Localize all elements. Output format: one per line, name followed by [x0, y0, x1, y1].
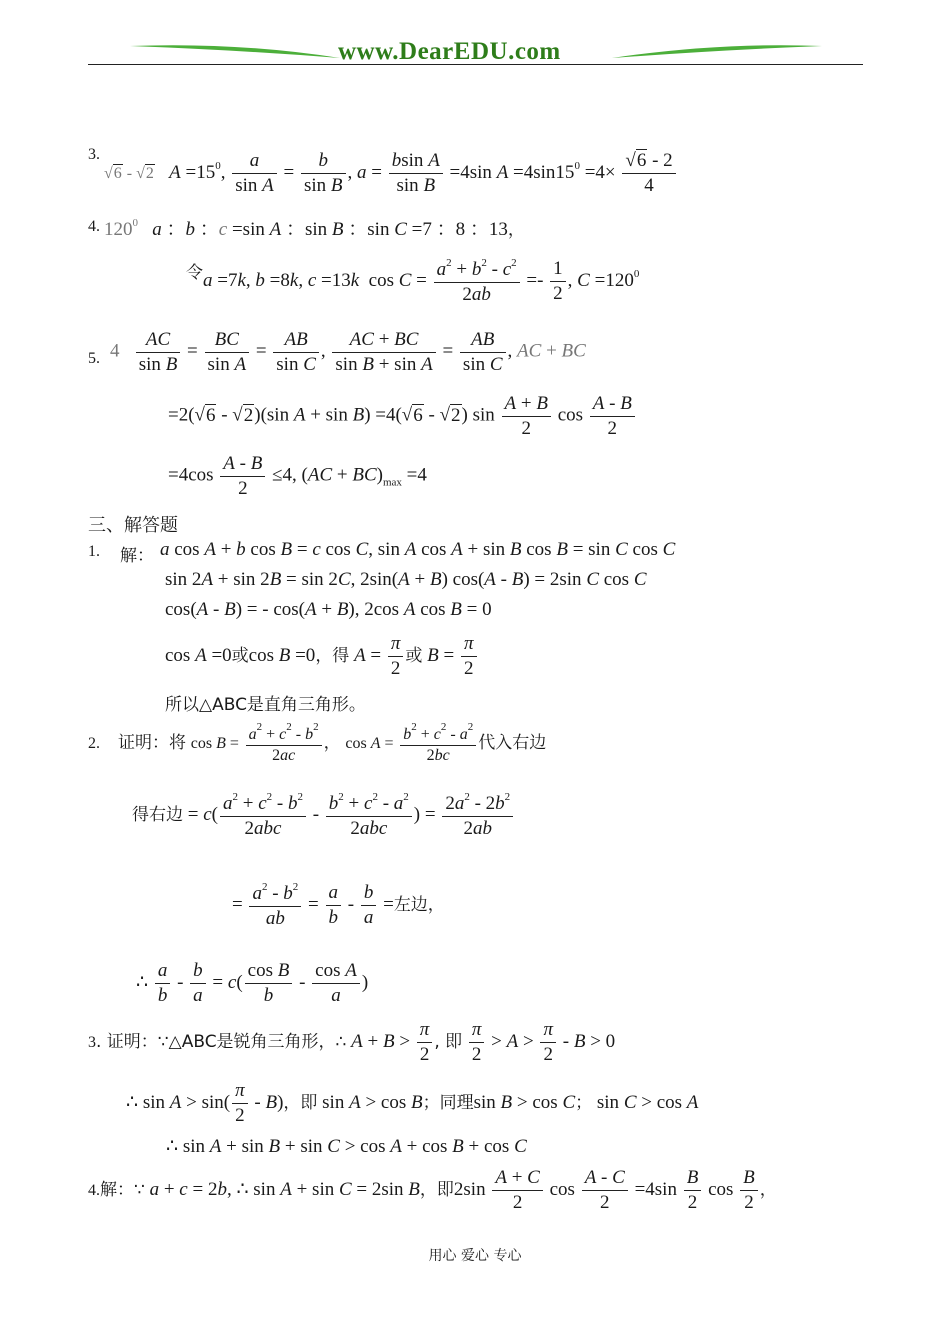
item-5-number: 5.: [88, 350, 100, 367]
sol-2-line3: = $\frac{a^2 - b^2}{ab}$ = $\frac{a}{b}$ - $\frac{b}{a}$ =左边，: [232, 880, 445, 929]
sol-2-line1: 证明：将 cos B = $\frac{a^2 + c^2 - b^2}{2ac}$ ， cos A = $\frac{b^2 + c^2 - a^2}{2bc}$ 代入右边: [118, 721, 547, 765]
sol-1-line4: cos A =0或cos B =0，得 A = $\frac{\pi}{2}$ 或 B = $\frac{\pi}{2}$: [165, 632, 479, 681]
sol-2-substitute: 代入右边: [478, 733, 547, 753]
sol-4-line1: 4.解：∵ a + c = 2b, ∴ sin A + sin C = 2sin B，即2sin $\frac{A + C}{2}$ cos $\frac{A - C}{2}$ =4sin $\frac{B}{2}$ cos $\frac{B}{2}$ ，: [88, 1167, 777, 1214]
item-4-line2: a =7k, b =8k, c =13k cos C = $\frac{a^2 + b^2 - c^2}{2ab}$ =- $\frac{1}{2}$ , $C =120^0$: [203, 256, 640, 305]
site-logo: www.DearEDU.com: [338, 38, 561, 65]
sol-1-conclusion: 所以△ABC是直角三角形。: [165, 695, 366, 715]
sol-1-number: 1.: [88, 543, 100, 560]
sol-3-number: 3: [88, 1034, 96, 1051]
sol-4-number: 4.: [88, 1182, 100, 1199]
sol-1-line2: sin 2A + sin 2B = sin 2C, 2sin(A + B) cos(A - B) = 2sin C cos C: [165, 569, 647, 590]
sol-3-ji: , 即: [434, 1032, 463, 1052]
page-footer: 用心 爱心 专心: [428, 1248, 522, 1264]
sol-2-left: 左边，: [393, 895, 445, 915]
item-5-line1: 4 $\frac{AC}{\text{sin B}}$ = $\frac{BC}{\text{sin A}}$ = $\frac{AB}{\text{sin C}}$ , $\frac{AC + BC}{\text{sin B + sin A}}$ = $\frac{AB}{\text{sin C}}$ , AC + BC: [110, 329, 586, 375]
item-4-ling: 令: [186, 263, 203, 283]
sol-3-line1: 3. 证明：∵△ABC是锐角三角形，∴ A + B > $\frac{\pi}{2}$ , 即 $\frac{\pi}{2}$ > A > $\frac{\pi}{2}$ - B > 0: [88, 1019, 616, 1066]
sol-2-comma: ，: [323, 733, 341, 753]
item-5-answer: 4: [110, 340, 120, 362]
item-4-number: 4.: [88, 218, 100, 235]
section-title: 三、解答题: [88, 515, 178, 536]
sol-1-line1: a cos A + b cos B = c cos C, sin A cos A + sin B cos B = sin C cos C: [160, 539, 676, 560]
sol-3-label: . 证明：∵△ABC是锐角三角形，∴: [96, 1032, 347, 1052]
sol-4-label: 解：∵: [100, 1180, 145, 1200]
right-swoosh: [610, 40, 825, 62]
item-3-number: 3.: [88, 146, 100, 163]
sol-2-line2: 得右边 = c( $a^2 + c^2 - b^2$ 2abc - $b^2 + c^2 - a^2$ 2abc ) = $\frac{2a^2 - 2b^2}{2ab}$: [132, 790, 515, 840]
item-4-answer: 120: [104, 219, 133, 240]
sol-1-or1: 或: [231, 646, 249, 666]
sol-2-number: 2.: [88, 735, 100, 752]
sol-2-derive: 得右边: [132, 805, 183, 825]
sol-1-label: 解：: [120, 546, 154, 566]
item-4-line1: $120^0$ a ：b ：c =sin A ：sin B ：sin C =7 ：8 ：13，: [104, 217, 525, 240]
item-5-line3: =4cos $\frac{A - B}{2}$ ≤4, $(AC + BC)_{max} =4$: [168, 453, 427, 499]
sol-1-or2: 或: [405, 646, 423, 666]
sol-3-line3: ∴ sin A + sin B + sin C > cos A + cos B + cos C: [166, 1136, 527, 1157]
sol-1-line3: cos(A - B) = - cos(A + B), 2cos A cos B = 0: [165, 599, 492, 620]
sol-3-line2: ∴ sin A > sin( $\frac{\pi}{2}$ - B)，即 sin A > cos B；同理sin B > cos C； sin C > cos A: [126, 1080, 699, 1127]
sol-4-end: ，: [759, 1180, 777, 1200]
item-4-comma: ，: [507, 220, 525, 240]
item-3-formula: √6 - √2 $A =15^0$, $\frac{a}{\text{sin A}}$ = $\frac{b}{\text{sin B}}$ , a = $\frac{\text{bsin A}}{\text{sin B}}$ =4sin $A =4\sin 15^0 =4\times$ $\frac{√6 - 2}{4}$: [104, 146, 678, 198]
sol-1-de: ，得: [315, 646, 350, 666]
sol-4-ji: ，即: [419, 1180, 454, 1200]
sol-2-label: 证明：将: [118, 733, 186, 753]
left-swoosh: [128, 40, 343, 62]
sol-3-semi: ；: [575, 1093, 593, 1113]
sol-2-line4: ∴ $\frac{a}{b}$ - $\frac{b}{a}$ = c( $\frac{\text{cos B}}{b}$ - $\frac{\text{cos A}}{a}$ ): [136, 960, 369, 1007]
sol-3-tongli: ；同理: [422, 1093, 474, 1113]
header-rule: [88, 64, 863, 65]
sol-3-ji2: ，即: [283, 1093, 318, 1113]
item-5-line2: =2(√6 - √2)(sin A + sin B) =4(√6 - √2) sin $\frac{A + B}{2}$ cos $\frac{A - B}{2}$: [168, 392, 637, 441]
